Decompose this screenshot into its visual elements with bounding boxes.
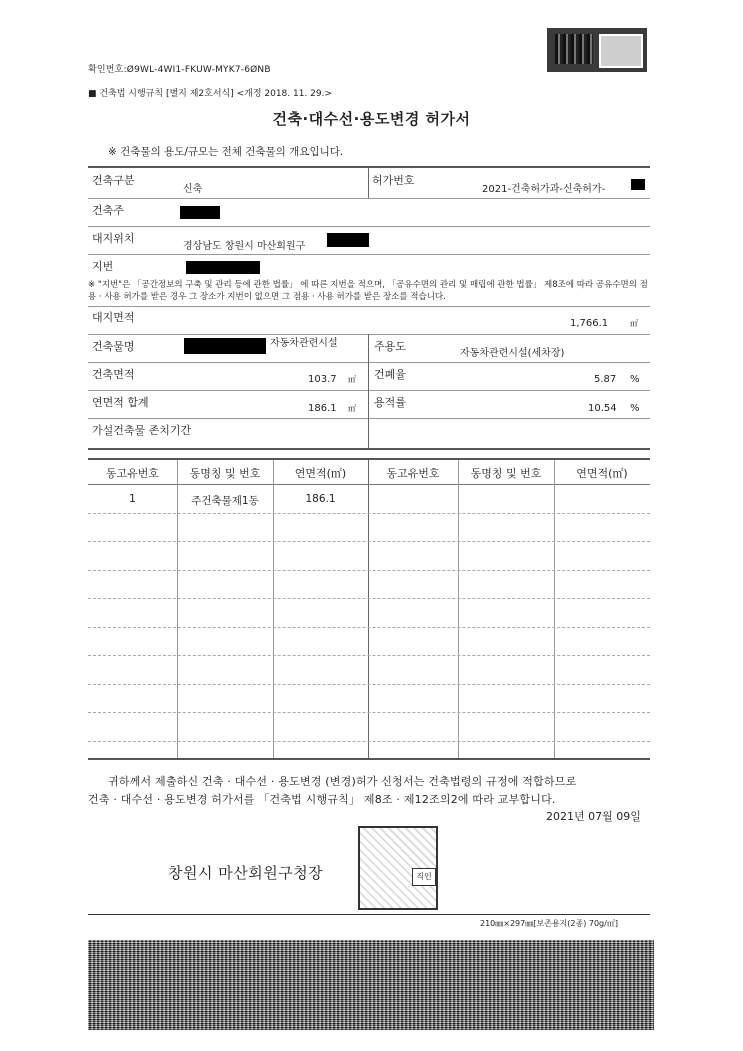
redaction-box (186, 261, 260, 274)
table-cell: 1 (129, 493, 136, 505)
building-table-bottom-border (88, 758, 650, 760)
issuer-name: 창원시 마산회원구청장 (168, 864, 324, 882)
building-area-value: 103.7 (308, 374, 337, 385)
column-divider (554, 460, 555, 758)
header-divider (88, 484, 650, 485)
permit-no-value: 2021-건축허가과-신축허가- (482, 184, 606, 195)
unit-label: % (630, 374, 640, 385)
row-divider (88, 198, 650, 199)
unit-label: ㎡ (348, 404, 356, 413)
kind-label: 건축구분 (92, 174, 135, 187)
temp-period-label: 가설건축물 존치기간 (92, 424, 192, 437)
column-header: 연면적(㎡) (294, 467, 347, 480)
seal-label: 직인 (412, 868, 436, 886)
row-divider (88, 570, 650, 571)
row-divider (88, 655, 650, 656)
building-area-label: 건축면적 (92, 368, 135, 381)
building-name-label: 건축물명 (92, 340, 135, 353)
closing-line-2: 건축 · 대수선 · 용도변경 허가서를 「건축법 시행규칙」 제8조 · 제12조의2에 따라 교부합니다. (88, 793, 556, 806)
official-seal (358, 826, 438, 910)
building-table-top-border (88, 458, 650, 460)
lot-label: 지번 (92, 260, 114, 273)
row-divider (88, 513, 650, 514)
row-divider (88, 712, 650, 713)
row-divider (88, 334, 650, 335)
redaction-box (327, 233, 369, 247)
owner-label: 건축주 (92, 204, 124, 217)
row-divider (88, 627, 650, 628)
row-divider (88, 254, 650, 255)
form-reference: ■ 건축법 시행규칙 [별지 제2호서식] <개정 2018. 11. 29.> (88, 89, 333, 99)
redaction-box (180, 206, 220, 219)
row-divider (88, 362, 650, 363)
column-divider (458, 460, 459, 758)
table-cell: 186.1 (305, 493, 336, 505)
security-pattern (88, 940, 654, 1030)
site-area-label: 대지면적 (92, 311, 135, 324)
permit-no-label: 허가번호 (372, 174, 415, 187)
column-header: 동명칭 및 번호 (470, 467, 542, 480)
site-label: 대지위치 (92, 232, 135, 245)
total-floor-value: 186.1 (308, 403, 337, 414)
unit-label: ㎡ (348, 375, 356, 384)
confirmation-number: 확인번호:Ø9WL-4WI1-FKUW-MYK7-6ØNB (88, 65, 271, 75)
overview-note: ※ 건축물의 용도/규모는 전체 건축물의 개요입니다. (108, 146, 344, 158)
kind-value: 신축 (183, 184, 203, 195)
column-header: 동고유번호 (386, 467, 440, 480)
redaction-box (631, 179, 645, 190)
document-barcode (547, 28, 647, 72)
main-use-value: 자동차관련시설(세차장) (460, 348, 565, 359)
footer-divider (88, 914, 650, 915)
row-divider (88, 541, 650, 542)
row-divider (88, 741, 650, 742)
site-value: 경상남도 창원시 마산회원구 (183, 241, 306, 252)
column-header: 연면적(㎡) (576, 467, 628, 480)
coverage-value: 5.87 (594, 374, 617, 385)
far-value: 10.54 (588, 403, 617, 414)
table-top-border (88, 166, 650, 168)
table-mid-border (88, 448, 650, 450)
coverage-label: 건폐율 (374, 368, 406, 381)
redaction-box (184, 338, 266, 354)
site-area-value: 1,766.1 (570, 318, 609, 329)
column-divider (368, 168, 369, 198)
table-cell: 주건축물제1동 (191, 495, 259, 507)
row-divider (88, 598, 650, 599)
closing-line-1: 귀하께서 제출하신 건축 · 대수선 · 용도변경 (변경)허가 신청서는 건축법령의 규정에 적합하므로 (108, 775, 577, 788)
row-divider (88, 226, 650, 227)
unit-label: ㎡ (630, 319, 638, 328)
column-divider (368, 460, 369, 758)
far-label: 용적률 (374, 396, 406, 409)
building-name-value: 자동차관련시설 (270, 338, 338, 349)
row-divider (88, 684, 650, 685)
paper-spec: 210㎜×297㎜[보존용지(2종) 70g/㎡] (480, 919, 618, 928)
main-use-label: 주용도 (374, 340, 406, 353)
unit-label: % (630, 403, 640, 414)
row-divider (88, 418, 650, 419)
column-header: 동명칭 및 번호 (189, 467, 261, 480)
lot-footnote: ※ "지번"은 「공간정보의 구축 및 관리 등에 관한 법률」 에 따른 지번을 적으며, 「공유수면의 관리 및 매립에 관한 법률」 제8조에 따라 공유수면의 점용 · 사용 허가를 받은 경우 그 장소가 지번이 없으면 그 점용 · 사용 허가를 받은 장소를 적습니다. (88, 280, 648, 302)
page-title: 건축·대수선·용도변경 허가서 (272, 110, 471, 128)
total-floor-label: 연면적 합계 (92, 396, 149, 409)
column-divider (368, 334, 369, 448)
row-divider (88, 306, 650, 307)
row-divider (88, 390, 650, 391)
issue-date: 2021년 07월 09일 (546, 810, 641, 823)
column-header: 동고유번호 (105, 467, 160, 480)
